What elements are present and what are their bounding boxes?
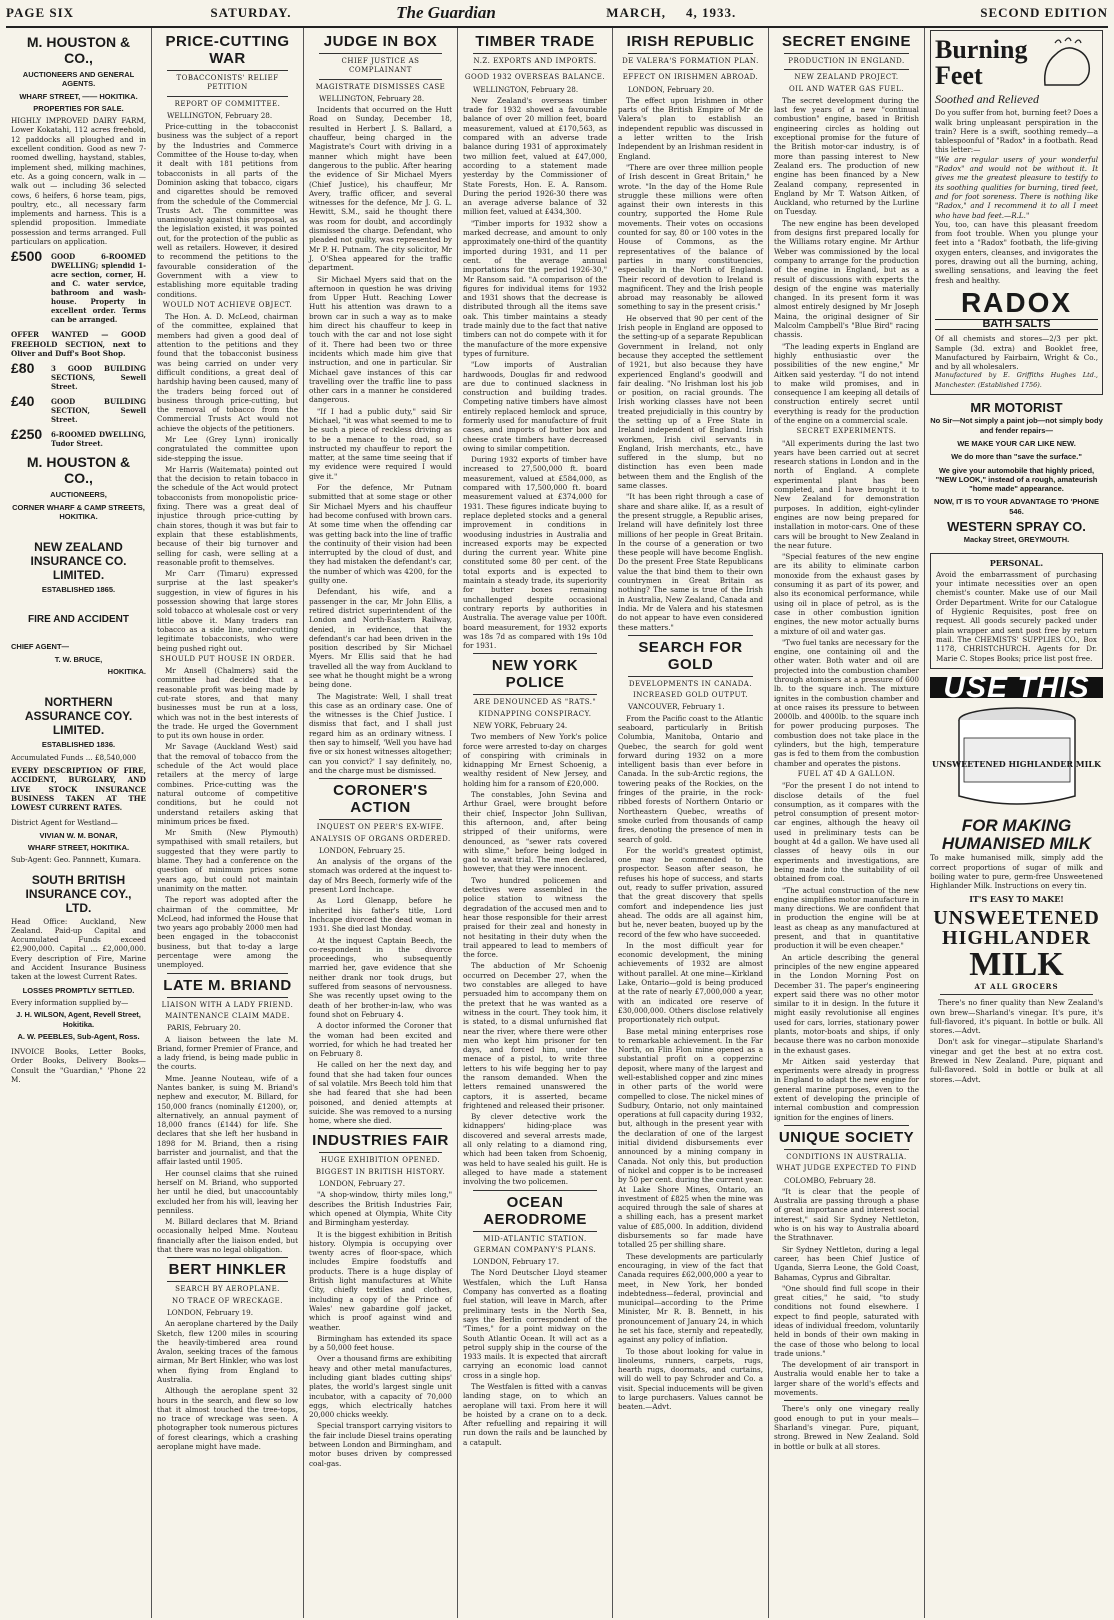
radox-price-text: Of all chemists and stores—2/3 per pkt. Sample (3d. extra) and Booklet free, Manufactured by Fairbairn, Wright & Co., and by all wholesalers. (935, 334, 1098, 372)
subhead: GOOD 1932 OVERSEAS BALANCE. (464, 73, 606, 82)
masthead-month: MARCH, (606, 5, 666, 20)
subhead: KIDNAPPING CONSPIRACY. (478, 709, 592, 718)
headline-coroners-action: CORONER'S ACTION (333, 782, 428, 817)
paragraph: Defendant, his wife, and a passenger in the car, Mr John Ellis, a retired district superintendent of the London and North-Eastern Railway, denied, in evidence, that the defendant's car had been driven in the position described by Sir Michael Myers. Mr Ellis said that he had travelled all the way from Auckland to see what he thought might be a wrong being done. (309, 587, 452, 690)
milk-label: MILK (969, 945, 1064, 983)
northern-assurance-title: NORTHERN ASSURANCE COY. LIMITED. (24, 695, 133, 738)
radox-testimonial: "We are regular users of your wonderful "Radox" and would not be without it. It gives me the greatest pleasure to testify to its soothing qualities for burning, tired feet, and for foot soreness. There is nothing like "Radox," and I recommend it to all I meet who have bad feet.—R.L." (935, 154, 1098, 220)
properties-heading: PROPERTIES FOR SALE. (33, 103, 124, 113)
western-spray-address: Mackay Street, GREYMOUTH. (963, 535, 1070, 545)
subhead: ANALYSIS OF ORGANS ORDERED. (310, 834, 451, 843)
paragraph: "The actual construction of the new engine simplifies motor manufacture in many directions. We are confident that in production the engine will be at least as cheap as any manufactured at present, and that in quantitative production it will be even cheaper." (774, 885, 919, 951)
subhead: EFFECT ON IRISHMEN ABROAD. (622, 73, 759, 82)
personal-title: PERSONAL. (989, 557, 1044, 568)
mr-motorist-line: NOW, IT IS TO YOUR ADVANTAGE TO 'PHONE 546. (934, 497, 1099, 516)
subhead: GERMAN COMPANY'S PLANS. (473, 1245, 597, 1254)
wharf-street-label: WHARF STREET, —— HOKITIKA. (19, 91, 138, 101)
subhead: CHIEF JUSTICE AS COMPLAINANT (341, 57, 420, 75)
masthead-date: 4, 1933. (686, 5, 737, 20)
headline-industries-fair: INDUSTRIES FAIR (312, 1132, 449, 1150)
paragraph: The Nord Deutscher Lloyd steamer Westfalen, which the Luft Hansa Company has converted as a floating fuel station, will leave in March, after preliminary tests in the North Sea, says the Berlin correspondent of the "Times," for a point midway on the South Atlantic Ocean. It will act as a petrol supply ship in the course of the 1933 mails. It is expected that aircraft carrying an economic load cannot cross in a single hop. (463, 1268, 607, 1380)
radox-ad (930, 30, 1103, 395)
paragraph: These developments are particularly encouraging, in view of the fact that Canada requires £62,000,000 a year to meet, in New York, her bonded indebtedness—federal, provincial and municipal—according to the Prime Minister, Mr R. B. Bennett, in his pronouncement of January 24, in which he set his face, sternly and repeatedly, against any policy of inflation. (618, 1251, 763, 1345)
paragraph: "There are over three million people of Irish descent in Great Britain," he wrote. "In the day of the Home Rule struggle these millions were often against their own interests in this country, supported the Home Rule movements. Their votes on occasions counted for say, 80 or 100 votes in the House of Commons, as the representatives of the balance of parties in many constituencies, especially in the North of England. Their record of devotion to Ireland is magnificent. They and the Irish people abroad may reasonably be allowed something to say in the present crisis." (618, 162, 763, 312)
paragraph: From the Pacific coast to the Atlantic seaboard, particularly in British Columbia, Manitoba, Ontario and Quebec, the search for gold went forward during 1932 on a more intelligent basis than ever before in Canada. In the sub-Arctic regions, the towering peaks of the Rockies, on the fringes of the prairie, in the rock-ribbed forests of Northern Ontario or Northeastern Quebec, wreaths of smoke curled from thousands of camp fires, denoting the presence of men in search of gold. (618, 713, 763, 844)
subhead: BIGGEST IN BRITISH HISTORY. (315, 1167, 446, 1176)
paragraph: For the world's greatest optimist, one may be commended to the prospector. Season after season, he refuses his hope of success, and starts out, ready to suffer privation, assured that the great discovery that spells comfort and independence lies just ahead. The odds are all against him, but he, never beaten, buoyed up by the record of the few who have succeeded. (618, 845, 763, 939)
south-british-title: SOUTH BRITISH INSURANCE COY., LTD. (25, 872, 132, 915)
paragraph: A liaison between the late M. Briand, former Premier of France, and a lady friend, is being made public in the courts. (157, 1034, 298, 1072)
subhead: SEARCH BY AEROPLANE. (175, 1285, 280, 1294)
column-5 (613, 28, 769, 1618)
column-4 (458, 28, 613, 1618)
dateline: NEW YORK, February 24. (473, 721, 568, 730)
column-2 (152, 28, 304, 1618)
paragraph: An aeroplane chartered by the Daily Sketch, flew 1200 miles in scouring the heavily-timbered area round Avalon, seeking traces of the famous airman, Mr Bert Hinkler, who was lost when flying from England to Australia. (157, 1319, 298, 1384)
paragraph: The development of air transport in Australia would enable her to take a larger share of the world's effects and movements. (774, 1360, 919, 1398)
paragraph: As Lord Glenapp, before he inherited his father's title, Lord Inchcape divorced the dead woman in 1931. She died last Monday. (309, 896, 452, 934)
accumulated-funds: Accumulated Funds ... £8,540,000 (11, 752, 137, 762)
edition-label: SECOND EDITION (980, 5, 1108, 20)
paragraph: Over a thousand firms are exhibiting heavy and other metal manufactures, including giant blades cutting ships' plates, the world's largest single unit incubator, with a capacity of 70,000 eggs, which electrically hatches 20,000 chicks weekly. (309, 1354, 452, 1420)
dairy-farm-listing: HIGHLY IMPROVED DAIRY FARM, Lower Kokatahi, 112 acres freehold, 12 paddocks all ploughed and in excellent condition. Good as new 7-roomed dwelling, haystand, stables, implement shed, milking machines, etc. As a going concern, walk in — walk out — including 36 selected cows, 6 heifers, 6 horse team, pigs, poultry, etc., all necessary farm implements and harness. This is a splendid proposition. Immediate possession and terms arranged. Full particulars on application. (11, 116, 146, 247)
wilson-agent: J. H. WILSON, Agent, Revell Street, Hokitika. (16, 1010, 141, 1029)
chief-agent-town: HOKITIKA. (107, 667, 146, 677)
price-80: £80 (11, 360, 35, 377)
paragraph: The new engine has been developed from designs first prepared locally for the Williams rotary engine. Mr Arthur Weber was commissioned by the local company to arrange for the production of the engine in England, but as a result of discussions with experts the design of the engine was materially changed. In its present form it was almost entirely designed by Mr Joseph Maina, the original designer of Sir Malcolm Campbell's "Blue Bird" racing chassis. (774, 218, 919, 340)
paragraph: M. Billard declares that M. Briand occasionally helped Mme. Nouteau financially after the liaison ended, but that there was no legal obligation. (157, 1217, 298, 1255)
subhead: OIL AND WATER GAS FUEL. (788, 84, 905, 93)
paragraph: An article describing the general principles of the new engine appeared in the London Morning Post on December 31. The paper's engineering expert said there was no other motor similar to it in design. In the future it might easily revolutionise all engines used for cars, lorries, stationary power plants, motor-boats and ships, if only because there was no carbon monoxide in the exhaust gases. (774, 952, 919, 1055)
paragraph: Two hundred policemen and detectives were assembled in the police station to witness the degradation of the accused men and to hear those responsible for their arrest praised for their zeal and honesty in not hesitating in their duty when the trail appeared to lead to members of the force. (463, 875, 607, 960)
paragraph: "Timber imports for 1932 show a marked decrease, and amount to only approximately one-third of the quantity imported during 1931, and 11 per cent. of the average annual importations for the period 1926-30," Mr Ransom said. "A comparison of the figures for individual items for 1932 and 1931 shows that the decrease is distributed through all the items save oak. This timber maintains a steady trade mainly due to the fact that native timbers can not do compete with it for the manufacture of the more expensive types of furniture. (463, 218, 607, 358)
auctioneers-label: AUCTIONEERS AND GENERAL AGENTS. (22, 70, 135, 89)
paragraph: "Two fuel tanks are necessary for the engine, one containing oil and the other water. Both water and oil are projected into the combustion chamber through atomisers at a pressure of 600 lb. to the square inch. The mixture ignites in the combustion chamber and at once raises its pressure to between 2000lb. and 4000lb. to the square inch for power producing purposes. The combustion does not take place in the cylinders, but the high, temperature gas is fed to them from the combustion chamber and operates the pistons. (774, 637, 919, 768)
subhead: MID-ATLANTIC STATION. (483, 1234, 587, 1243)
radox-body-2: You, too, can have this pleasant freedom from foot trouble. When you plunge your feet into a "Radox" footbath, the life-giving oxygen enters, cleanses, and invigorates the pores, drawing out all the burning, aching, swelling sensations, and leaving the feet fresh and healthy. (935, 219, 1098, 285)
newspaper-title: The Guardian (396, 3, 496, 22)
vinegar-ad-2: There's no finer quality than New Zealand's own brew—Sharland's vinegar. It's pure, it's full-flavored, it's piquant. In bottle or bulk. All stores.—Advt. (930, 998, 1103, 1036)
district-agent-label: District Agent for Westland— (11, 818, 118, 828)
soothed-subtitle: Soothed and Relieved (935, 92, 1039, 106)
paragraph: "A shop-window, thirty miles long," describes the British Industries Fair, which opened at Olympia, White City and Birmingham yesterday. (309, 1190, 452, 1228)
vinegar-ad-3: Don't ask for vinegar—stipulate Sharland's vinegar and get the best at no extra cost. Brewed in New Zealand. Pure, piquant and full-flavored. Sold in bottle or bulk at all stores.—Advt. (930, 1037, 1103, 1084)
paragraph: Mr Savage (Auckland West) said that the removal of tobacco from the schedule of the Act would place retailers at the mercy of large combines. Price-cutting was the natural outcome of competitive conditions, but he could not understand retailers asking that minimum prices be fixed. (157, 742, 298, 826)
dateline: LONDON, February 27. (319, 1179, 406, 1189)
chief-agent-name: T. W. BRUCE, (54, 654, 103, 664)
bath-salts-label: BATH SALTS (935, 319, 1098, 330)
headline-bert-hinkler: BERT HINKLER (168, 1261, 287, 1279)
headline-ocean-aerodrome: OCEAN AERODROME (483, 1193, 587, 1228)
paragraph: To those about looking for value in linoleums, runners, carpets, rugs, hearth rugs, doormats, and curtains, will do well to pay Schroder and Co. a visit. Special inducements will be given to large purchasers. Values cannot be beaten.—Advt. (618, 1346, 763, 1412)
paragraph: By clever detective work the kidnappers' hiding-place was discovered and several arrests made, all only relating to a diamond ring, which had been taken from Schoenig, was held to have sealed his guilt. He is alleged to have made a statement involving the two policemen. (463, 1112, 607, 1187)
highlander-milk-ad (930, 670, 1103, 991)
masthead-day: SATURDAY. (210, 5, 292, 20)
paragraph: The abduction of Mr Schoenig occurred on December 27, when the two constables are alleged to have persuaded him to accompany them on the pretext that he was wanted as a witness in the court. They took him, it is stated, to a dismal unfurnished flat near the river, where there were other men who kept him prisoner for ten days, and forced him, under the menace of a pistol, to write three letters to his wife begging her to pay the ransom demanded. When the letters remained unanswered the captors, it is asserted, became frightened and released their prisoner. (463, 961, 607, 1110)
paragraph: The Magistrate: Well, I shall treat this case as an ordinary case. One of the witnesses is the Chief Justice. I dismiss that fact, and I shall just regard him as an ordinary witness. I then say to himself, 'Well you have had five or six honest witnesses altogether; can you convict?' I say definitely, no, and the charge must be dismissed. (309, 691, 452, 775)
subhead: DEVELOPMENTS IN CANADA. (628, 679, 753, 688)
page-label: PAGE SIX (6, 5, 75, 20)
vinegar-ad: There's only one vinegary really good enough to put in your meals—Sharland's vinegar. Pure, piquant, strong. Brewed in New Zealand. Sold in bottle or bulk at all stores. (774, 1404, 919, 1451)
subhead: FUEL AT 4D A GALLON. (797, 769, 896, 778)
paragraph: Mr Smith (New Plymouth) sympathised with small retailers, but suggested that they were partly to blame. They had a conference on the question of minimum prices some years ago, but could not maintain unanimity on the matter. (157, 828, 298, 893)
dateline: PARIS, February 20. (167, 1023, 241, 1033)
paragraph: Birmingham has extended its space by a 50,000 feet house. (309, 1333, 452, 1353)
dateline: LONDON, February 17. (473, 1257, 560, 1267)
subhead: TOBACCONISTS' RELIEF PETITION (176, 74, 279, 92)
paragraph: Sir Michael Myers said that on the afternoon in question he was driving from Upper Hutt. Reaching Lower Hutt his attention was drawn to a brown car in such a way as to make him direct his chauffeur to keep in touch with the car and not lose sight of it. There had been two or three incidents which made him give that instruction, and one in particular. Sir Michael gave instances of this car travelling over the traffic line to pass other cars in a manner he considered dangerous. (309, 274, 452, 405)
dateline: LONDON, February 20. (628, 84, 715, 94)
paragraph: At the inquest Captain Beech, the co-respondent in the divorce proceedings, who subsequently married her, gave evidence that she neither drank nor took drugs, but suffered from seasons of nervousness. She was recently upset owing to the death of her brother-in-law, who was found shot on February 4. (309, 935, 452, 1019)
paragraph: "One should find full scope in their great cities," he said, "to study conditions not found elsewhere. I expect to find people, saturated with ideas of individual freedom, voluntarily held in bonds of their own making in the case of those who belong to local trade unions." (774, 1283, 919, 1358)
mr-motorist-line: WE MAKE YOUR CAR LIKE NEW. (957, 438, 1076, 448)
dateline: LONDON, February 25. (319, 845, 406, 855)
milk-tin-label: UNSWEETENED HIGHLANDER MILK (932, 759, 1101, 770)
paragraph: New Zealand's overseas timber trade for 1932 showed a favourable balance of over 20 million feet, board measurement, valued at £170,563, as compared with an adverse trade balance during 1931 of approximately two million feet, valued at £47,000, according to a statement made yesterday by the Commissioner of State Forests, Hon. E. A. Ransom. During the period 1926-30 there was an average adverse balance of 32 million feet, valued at £434,300. (463, 95, 607, 217)
headline-unique-society: UNIQUE SOCIETY (778, 1128, 915, 1146)
subhead: INQUEST ON PEER'S EX-WIFE. (316, 823, 445, 832)
subhead: INCREASED GOLD OUTPUT. (633, 691, 748, 700)
headline-irish-republic: IRISH REPUBLIC (626, 33, 755, 50)
paragraph: In the most difficult year for economic development, the mining achievements of 1932 are almost without parallel. At one mine—Kirkland Lake, Ontario—gold is being produced at the rate of nearly £7,000,000 a year, with an indicated ore reserve of £30,000,000. Others disclose relatively proportionately rich output. (618, 940, 763, 1025)
listing-80-desc: 3 GOOD BUILDING SECTIONS, Sewell Street. (51, 364, 146, 392)
listing-250 (11, 426, 146, 449)
mr-motorist-line: No Sir—Not simply a paint job—not simply body and fender repairs— (930, 416, 1103, 435)
losses-settled: LOSSES PROMPTLY SETTLED. (22, 985, 135, 995)
personal-ad (930, 553, 1103, 669)
subhead: HUGE EXHIBITION OPENED. (320, 1156, 441, 1165)
use-this-banner: USE THIS (930, 677, 1103, 698)
subhead: ARE DENOUNCED AS "RATS." (473, 698, 597, 707)
sub-agent-kumara: Sub-Agent: Geo. Pannnett, Kumara. (11, 855, 141, 865)
houston-ad-title: M. HOUSTON & CO., (26, 34, 131, 66)
dateline: VANCOUVER, February 1. (628, 702, 725, 712)
listing-500-desc: GOOD 6-ROOMED DWELLING; splendid 1-acre section, corner, H. and C. water service, bathroom and wash-house. Property in excellent order. Terms can be arranged. (51, 252, 146, 325)
paragraph: "It has been right through a case of share and share alike. If, as a result of the present struggle, a Republic arises, Ireland will have definitely lost three millions of her people in Great Britain. In the course of a generation or two these people will have become English. Do the present Free State Republicans value the that bind them to their own countrymen in Great Britain as nothing? The same is true of the Irish in Australia, New Zealand, Canada and India. Mr de Valera and his statesmen do not appear to have even considered these matters." (618, 492, 763, 632)
subhead: NO TRACE OF WRECKAGE. (172, 1296, 283, 1305)
mr-motorist-ad (930, 400, 1103, 545)
personal-text: Avoid the embarrassment of purchasing your intimate necessities over an open chemist's counter. Make use of our Mail Order Department. Write for our Catalogue of Hygienic Requisites, post free on request. All goods securely packed under plain wrapper and sent post free by return mail. The CHEMISTS' SUPPLIES CO., Box 1178, CHRISTCHURCH. Agents for Dr. Marie C. Stopes Books; price list post free. (936, 569, 1097, 663)
subhead: WHAT JUDGE EXPECTED TO FIND (776, 1164, 917, 1173)
paragraph: "It is clear that the people of Australia are passing through a phase of great importance and interest social interest," said Sir Sydney Nettleton, who is on his way to Australia aboard the Strathnaver. (774, 1186, 919, 1243)
offer-wanted-listing: OFFER WANTED — GOOD FREEHOLD SECTION, next to Oliver and Duff's Boot Shop. (11, 330, 146, 358)
at-all-grocers: AT ALL GROCERS (974, 981, 1059, 991)
radox-manufacturer: Manufactured by E. Griffiths Hughes Ltd., Manchester. (Established 1756). (935, 371, 1098, 389)
listing-80 (11, 360, 146, 392)
radox-body: Do you suffer from hot, burning feet? Does a walk bring unpleasant perspiration in the train? Here is a swift, soothing remedy—a tablespoonful of "Radox" in a footbath. Read this letter:— (935, 108, 1098, 155)
subhead: CONDITIONS IN AUSTRALIA. (786, 1152, 907, 1161)
paragraph: Mr Harris (Waitemata) pointed out that the decision to retain tobacco in the schedule of the Act would protect tobacconists from monopolistic price-fixing. There was a great deal of injustice through price-cutting by chain stores, though it was but fair to explain that these establishments, because of their big turnover and selling for cash, were selling at a reasonable profit to themselves. (157, 464, 298, 567)
mr-motorist-title: MR MOTORIST (970, 400, 1063, 416)
paragraph: Mr Lee (Grey Lynn) ironically congratulated the committee upon side-stepping the issue. (157, 434, 298, 463)
headline-secret-engine: SECRET ENGINE (781, 33, 912, 50)
every-info-label: Every information supplied by— (11, 997, 129, 1007)
paragraph: It is the biggest exhibition in British history. Olympia is occupying over twenty acres of floor-space, which includes Empire foodstuffs and products. There is a huge display of British light manufactures at White City, chiefly textiles and clothes, including a copy of the Prince of Wales' new gabardine golf jacket, which is proof against wind and weather. (309, 1229, 452, 1332)
paragraph: Sir Sydney Nettleton, during a legal career, has been Chief Justice of Uganda, Sierra Leone, the Gold Coast, Bahamas, Cyprus and Gibraltar. (774, 1244, 919, 1282)
price-40: £40 (11, 393, 35, 410)
headline-price-cutting: PRICE-CUTTING WAR (165, 33, 290, 67)
paragraph: The secret development during the last few years of a new "continual combustion" engine, based in British engineering circles as holding out exceptional promise for the future of the British motor-car industry, is of more than passing interest to New Zealand ers. The production of new engine has been financed by a New Zealand company, represented in England by Mr T. Watson Aitken, of Auckland, who returned by the Lurline on Tuesday. (774, 95, 919, 217)
column-3 (304, 28, 458, 1618)
headline-timber-trade: TIMBER TRADE (475, 33, 595, 50)
listing-500 (11, 248, 146, 325)
paragraph: Mr Ansell (Chalmers) said the committee had decided that a reasonable profit was being made by cut-rate stores, and that many businesses must be run at a loss, which was not in the best interests of the trade. He urged the Government to put its own house in order. (157, 666, 298, 741)
radox-logo: RADOX (960, 286, 1073, 318)
paragraph: Although the aeroplane spent 32 hours in the search, and flew so low that it almost touched the tree-tops, no trace of wreckage was seen. A photographer took numerous pictures of forest clearings, which a crashing aeroplane might have made. (157, 1386, 298, 1452)
auctioneers-footer: AUCTIONEERS, (50, 490, 107, 500)
subhead: MAGISTRATE DISMISSES CASE (315, 82, 446, 91)
paragraph: "Low imports of Australian hardwoods, Douglas fir and redwood are due to continued slackness in construction and building trades. Competing native timbers have almost entirely replaced hemlock and spruce, formerly used for manufacture of fruit cases, and imports of butter box and cheese crate timbers have decreased owing to similar competition. (463, 360, 607, 453)
paragraph: Incidents that occurred on the Hutt Road on Sunday, December 18, resulted in Herbert J. S. Ballard, a chauffeur, being charged in the Magistrate's Court with driving in a manner which might have been dangerous to the public. After hearing the evidence of Sir Michael Myers (Chief Justice), his chauffeur, Mr Avery, traffic officer, and several witnesses for the defence, Mr J. G. L. Hewitt, S.M., said he thought there was room for doubt, and accordingly dismissed the charge. Defendant, who pleaded not guilty, was represented by Mr P. H. Putnam. The city solicitor, Mr J. O'Shea appeared for the traffic department. (309, 105, 452, 273)
subhead: MAINTENANCE CLAIM MADE. (165, 1011, 290, 1020)
invoice-books-ad: INVOICE Books, Letter Books, Order Books, Delivery Books—Consult the "Guardian," 'Phone 22 M. (11, 1047, 146, 1085)
price-500: £500 (11, 248, 43, 265)
column-6 (769, 28, 925, 1618)
paragraph: He called on her the next day, and found that she had taken four ounces of sal volatile. Mrs Beech told him that she had feared that she had been poisoned, and denied attempts at suicide. She was removed to a nursing home, where she died. (309, 1060, 452, 1126)
subhead: REPORT OF COMMITTEE. (174, 99, 281, 108)
column-7-ads (925, 28, 1108, 1618)
paragraph: An analysis of the organs of the stomach was ordered at the inquest to-day of Mrs Beech, formerly wife of the present Lord Inchcape. (309, 857, 452, 895)
mr-motorist-line: We do more than "save the surface." (951, 452, 1082, 462)
paragraph: The effect upon Irishmen in other parts of the British Empire of Mr de Valera's plan to establish an independent republic was discussed in a letter written to the Irish Independent by an Irishman resident in England. (618, 95, 763, 161)
columns (6, 28, 1108, 1618)
bonar-address: WHARF STREET, HOKITIKA. (27, 842, 130, 852)
paragraph: Special transport carrying visitors to the fair include Diesel trains operating between London and Birmingham, and motor buses driven by compressed coal-gas. (309, 1421, 452, 1468)
fire-accident-label: FIRE AND ACCIDENT (28, 614, 129, 626)
paragraph: "The leading experts in England are highly enthusiastic over the possibilities of the new engine," Mr Aitken said yesterday. "I do not intend to make wild promises, and in consequence I am keeping all details of construction entirely secret until everything is ready for the production of the engine on a commercial scale. (774, 341, 919, 425)
subhead: DE VALERA'S FORMATION PLAN. (622, 57, 759, 65)
paragraph: Two members of New York's police force were arrested to-day on charges of conspiring with criminals in kidnapping Mr Ernest Schoenig, a wealthy resident of New Jersey, and holding him for a ransom of £20,000. (463, 732, 607, 788)
burning-feet-title: Burning Feet (935, 35, 1028, 90)
paragraph: A doctor informed the Coroner that the woman had been excited and worried, for which he had treated her on February 8. (309, 1021, 452, 1059)
dateline: WELLINGTON, February 28. (167, 110, 273, 120)
chief-agent-label: CHIEF AGENT— (11, 642, 70, 652)
paragraph: The Westfalen is fitted with a canvas landing stage, on to which an aeroplane will taxi. From here it will be hoisted by a crane on to a deck. After refuelling and repairing it will run down the rails and be launched by a catapult. (463, 1382, 607, 1447)
subhead: SECRET EXPERIMENTS. (796, 427, 897, 436)
paragraph: Price-cutting in the tobacconist business was the subject of a report by the Industries and Commerce Committee of the House to-day, when it dealt with 181 petitions from tobacconists in all parts of the Dominion asking that tobacco, cigars and cigarettes should be removed from the schedule of the Commercial Trusts Act. The committee was unanimously against this proposal, as the legislation existed, it was pointed out, for the protection of the public as well as retailers. However, it desired to recommend the petitions to the favourable consideration of the Government with a view to establishing more equitable trading conditions. (157, 122, 298, 299)
humanised-instructions: To make humanised milk, simply add the correct proportions of sugar of milk and boiling water to pure, germ-free Unsweetened Highlander Milk. Instructions on every tin. (930, 853, 1103, 891)
paragraph: "All experiments during the last two years have been carried out at secret research stations in London and in the north of England. A complete experimental plant has been completed, and I have brought it to New Zealand for demonstration purposes. In addition, eight-cylinder engines are now being prepared for installation in motor-cars. One of these cars will be brought to New Zealand in the near future. (774, 438, 919, 550)
unsweetened-label: UNSWEETENED (933, 906, 1100, 929)
foot-icon (1035, 35, 1095, 91)
bonar-name: VIVIAN W. M. BONAR, (39, 830, 118, 840)
price-250: £250 (11, 426, 43, 443)
nz-insurance-title: NEW ZEALAND INSURANCE CO. LIMITED. (30, 540, 127, 583)
paragraph: The report was adopted after the chairman of the committee, Mr McLeod, had informed the House that two years ago probably 2000 men had been engaged in the tobacconist business, but that to-day a large percentage were among the unemployed. (157, 895, 298, 970)
paragraph: "If I had a public duty," said Sir Michael, "it was what seemed to me to be such a piece of reckless driving as to be a menace to the road, so I instructed my chauffeur to report the matter, at the same time seeing that if my evidence were required I would give it." (309, 406, 452, 481)
paragraph: Mr Aitken said yesterday that experiments were already in progress in England to adapt the new engine for general marine purposes, even to the extent of developing the principle of internal combustion and compression ignition for the engines of liners. (774, 1056, 919, 1122)
listing-40-desc: GOOD BUILDING SECTION, Sewell Street. (51, 397, 146, 425)
paragraph: For the defence, Mr Putnam submitted that at some stage or other Sir Michael Myers and his chauffeur had become confused with brown cars. At some time when the offending car was getting back into the line of traffic the continuity of their vision had been interrupted by the cloud of dust, and they had mistaken the defendant's car, the number of which was 4200, for the guilty one. (309, 483, 452, 586)
headline-judge-in-box: JUDGE IN BOX (323, 33, 438, 50)
paragraph: Base metal mining enterprises rose to remarkable achievement. In the Far North, on Flin Flon mine opened as a substantial profit on a copperzinc deposit, where many of the largest and well-established copper and zinc mines in other parts of the world were compelled to close. The nickel mines of Sudbury, Ontario, not only maintained operations at full capacity during 1932, but, although in the present year with the declaration of one of the largest initial dividend disbursements ever announced by a mining company in Canada. Not only this, but production of nickel and copper is to be increased by 50 per cent. during the current year. At Lake Shore Mines, Ontario, an investment of £825 when the mine was acquired through the sale of shares at a shilling each, has a present market value of £85,000. In addition, dividend disbursements so far made have totalled 25 per shilling share. (618, 1026, 763, 1250)
paragraph: "For the present I do not intend to disclose details of the fuel consumption, as it compares with the petrol consumption of present motor-car engines, although the heavy oil used in preliminary tests can be bought at 4d a gallon. We have used all classes of heavy oils in our experiments and investigations, are being made into the suitability of oil obtained from coal. (774, 781, 919, 884)
easy-to-make: IT'S EASY TO MAKE! (969, 893, 1064, 904)
subhead: PRODUCTION IN ENGLAND. (788, 57, 905, 65)
nz-insurance-established: ESTABLISHED 1865. (41, 585, 116, 595)
dateline: WELLINGTON, February 28. (319, 93, 425, 103)
dateline: WELLINGTON, February 28. (473, 84, 579, 94)
houston-ad-footer: M. HOUSTON & CO., (26, 454, 131, 487)
listing-250-desc: 6-ROOMED DWELLING, Tudor Street. (51, 430, 146, 449)
paragraph: He observed that 90 per cent of the Irish people in England are opposed to the setting-up of a separate Republican Government in Ireland, not only because they accepted the settlement of 1921, but also because they have experienced England's goodwill and fair dealing. "No Irishman lost his job or position, on racial grounds. The Irish working classes have not been treated prejudicially in this country by the setting up of a Free State in Ireland independent of England. Irish workmen, Irish civil servants in England, Irish merchants, etc., have suffered in the slump, but no distinction has even been made between them and the English of the same classes. (618, 313, 763, 491)
subhead: NEW ZEALAND PROJECT. (794, 73, 899, 82)
subhead: WOULD NOT ACHIEVE OBJECT. (162, 300, 293, 309)
for-humanised-milk: FOR MAKING HUMANISED MILK (941, 816, 1092, 854)
insurance-description: EVERY DESCRIPTION OF FIRE, ACCIDENT, BURGLARY, AND LIVE STOCK INSURANCE BUSINESS TAKEN AT THE LOWEST CURRENT RATES. (11, 765, 146, 813)
subhead: LIAISON WITH A LADY FRIEND. (161, 1000, 294, 1009)
highlander-label: HIGHLANDER (942, 926, 1091, 949)
paragraph: The Hon. A. D. McLeod, chairman of the committee, explained that members had given a good deal of attention to the petitions and they found that the tobacconist business was being carried on under very difficult conditions, a great deal of hardship having been caused, many of the traders being forced out of business through price-cutting, but the removal of tobacco from the Commercial Trusts Act would not achieve the objects of the petitioners. (157, 312, 298, 433)
headline-new-york-police: NEW YORK POLICE (491, 657, 579, 692)
paragraph: The constables, John Sevina and Arthur Grael, were brought before their chief, Inspector John Sullivan, this afternoon, and, after being stripped of their uniforms, were denounced, as "sewer rats covered with slime," before being lodged in gaol to await trial. The men declared, however, that they were innocent. (463, 790, 607, 874)
dateline: COLOMBO, February 28. (784, 1175, 876, 1185)
subhead: SHOULD PUT HOUSE IN ORDER. (159, 654, 296, 663)
mr-motorist-line: We give your automobile that highly priced, "NEW LOOK," instead of a rough, amateurish "home made" appearance. (935, 465, 1098, 494)
corner-address: CORNER WHARF & CAMP STREETS, HOKITIKA. (12, 502, 145, 521)
dateline: LONDON, February 19. (167, 1307, 254, 1317)
headline-search-for-gold: SEARCH FOR GOLD (638, 638, 743, 673)
paragraph: Mr Carr (Timaru) expressed surprise at the last speaker's suggestion, in view of figures in his possession showing that large stores sold tobacco at wholesale cost or very little above it. Many traders ran tobacco as a side line, under-cutting legitimate tobacconists, who were being pushed right out. (157, 569, 298, 653)
peebles-subagent: A. W. PEEBLES, Sub-Agent, Ross. (17, 1031, 140, 1041)
listing-40 (11, 393, 146, 425)
column-1-ads (6, 28, 152, 1618)
headline-late-briand: LATE M. BRIAND (163, 976, 292, 994)
south-british-details: Head Office: Auckland, New Zealand. Paid-up Capital and Accumulated Funds exceed £2,900,000. Capital ... £2,000,000. Every description of Fire, Marine and Accident Insurance Business taken at the lowest Current Rates. (11, 916, 146, 982)
paragraph: Mme. Jeanne Nouteau, wife of a Nantes banker, is suing M. Briand's nephew and executor, M. Billard, for 150,000 francs (nominally £1200), or, alternatively, an annual payment of 18,000 francs (£144) for life. She declares that she left her husband in 1898 for M. Briand, then a rising barrister and journalist, and that the affair lasted until 1905. (157, 1073, 298, 1167)
subhead: N.Z. EXPORTS AND IMPORTS. (473, 57, 597, 65)
masthead (6, 0, 1108, 28)
paragraph: Her counsel claims that she ruined herself on M. Briand, who supported her until he died, but unaccountably excluded her from his will, leaving her penniless. (157, 1168, 298, 1215)
paragraph: During 1932 exports of timber have increased to 27,500,000 ft. board measurement, valued at £584,000, as compared with 17,500,000 ft. board measurement valued at £374,000 for 1931. These figures indicate buying to replace depleted stocks and a general improvement in conditions in woodusing industries in Australia and increased exports may be expected during the current year. White pine constituted some 80 per cent. of the total exports and is expected to maintain a steady trade, its superiority for butter boxes remaining unchallenged despite occasional contrary reports by authorities in Australia. The average value per 100ft. board measurement, for 1932 exports was 18s 7d as compared with 19s 10d for 1931. (463, 455, 607, 651)
paragraph: "Special features of the new engine are its ability to eliminate carbon monoxide from the exhaust gases by consuming it as part of its power, and also its economical performance, while using oil in place of petrol, as is the case in other combustion ignition engines, the new motor actually burns a mixture of oil and water gas. (774, 552, 919, 636)
northern-established: ESTABLISHED 1836. (41, 740, 116, 750)
western-spray-title: WESTERN SPRAY CO. (947, 518, 1086, 534)
